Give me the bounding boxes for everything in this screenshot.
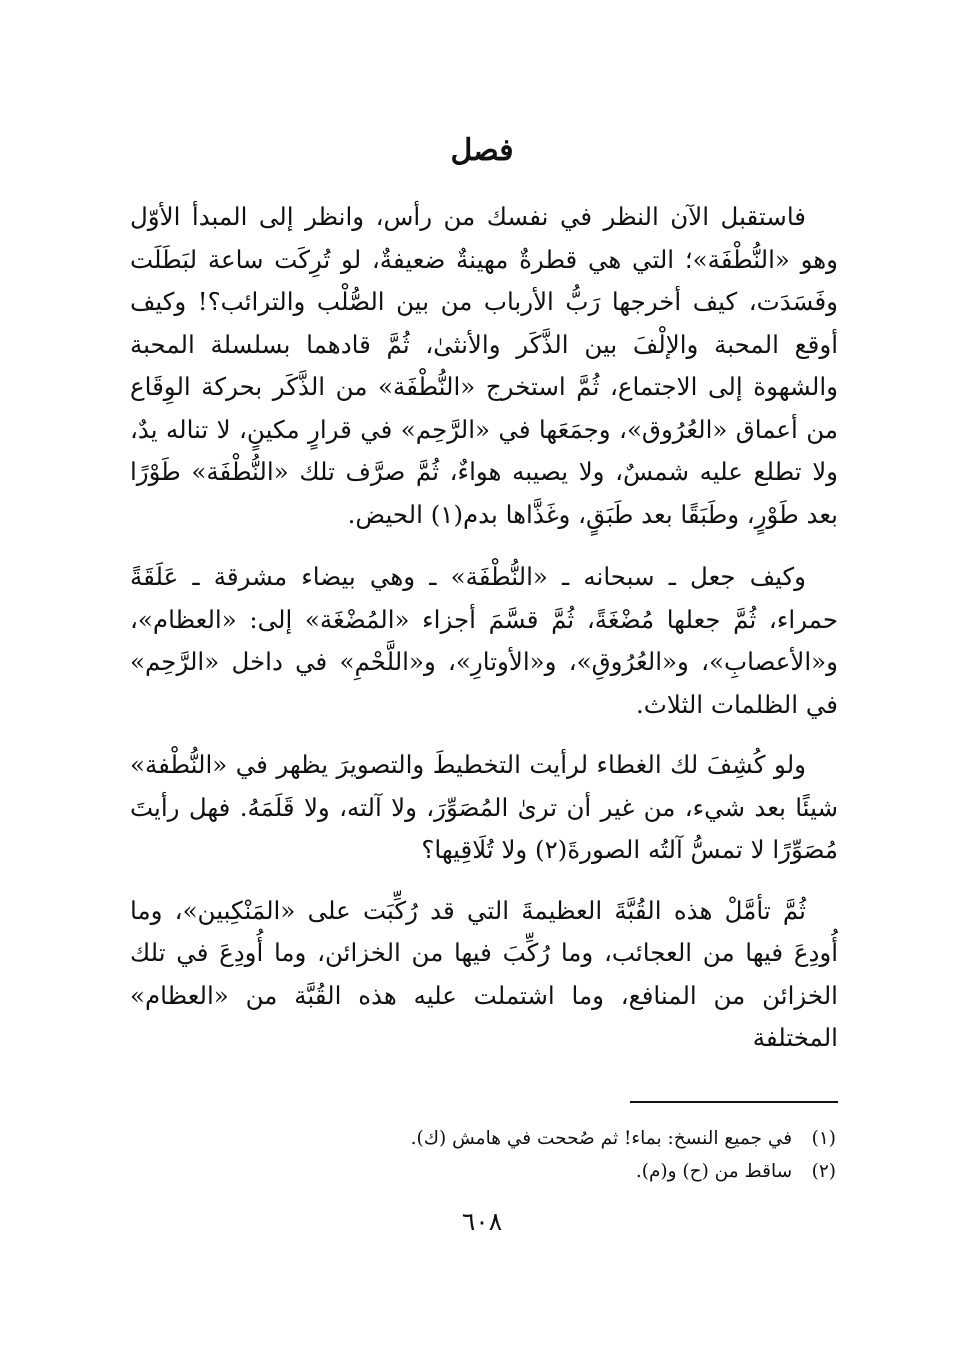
body-text	[130, 196, 838, 1078]
section-title: فصل	[450, 133, 514, 168]
footnote-separator	[630, 1101, 838, 1103]
footnote-number: (١)	[811, 1128, 836, 1149]
footnote-number: (٢)	[811, 1161, 836, 1182]
footnote-2	[130, 1155, 836, 1188]
paragraph-2: وكيف جعل ـ سبحانه ـ «النُّطْفَة» ـ وهي بيضاء مشرقة ـ عَلَقَةً حمراء، ثُمَّ جعلها مُضْغَةً، ثُمَّ قسَّمَ أجزاء «المُضْغَة» إلى: «العظام»، و«الأعصابِ»، و«العُرُوقِ»، و«الأوتارِ»، و«اللَّحْمِ» في داخل «الرَّحِم» في الظلمات الثلاث.	[130, 562, 838, 719]
footnotes	[130, 1122, 836, 1188]
paragraph-1: فاستقبل الآن النظر في نفسك من رأس، وانظر إلى المبدأ الأوّل وهو «النُّطْفَة»؛ التي هي قطرةٌ مهينةٌ ضعيفةٌ، لو تُرِكَت ساعة لبَطَلَت وفَسَدَت، كيف أخرجها رَبُّ الأرباب من بين الصُّلْب والترائب؟! وكيف أوقع المحبة والإلْفَ بين الذَّكَر والأنثىٰ، ثُمَّ قادهما بسلسلة المحبة والشهوة إلى الاجتماع، ثُمَّ استخرج «النُّطْفَة» من الذَّكَر بحركة الوِقَاع من أعماق «العُرُوق»، وجمَعَها في «الرَّحِم» في قرارٍ مكينٍ، لا تناله يدٌ، ولا تطلع عليه شمسٌ، ولا يصيبه هواءٌ، ثُمَّ صرَّف تلك «النُّطْفَة» طَوْرًا بعد طَوْرٍ، وطَبَقًا بعد طَبَقٍ، وغَذَّاها بدم(١) الحيض.	[130, 202, 838, 529]
paragraph-4: ثُمَّ تأمَّلْ هذه القُبَّةَ العظيمةَ التي قد رُكِّبَت على «المَنْكِبين»، وما أُودِعَ فيها من العجائب، وما رُكِّبَ فيها من الخزائن، وما أُودِعَ في تلك الخزائن من المنافع، وما اشتملت عليه هذه القُبَّة من «العظام» المختلفة	[130, 895, 838, 1052]
footnote-text: ساقط من (ح) و(م).	[635, 1161, 793, 1182]
page-number: ٦٠٨	[461, 1207, 503, 1236]
footnote-1	[130, 1122, 836, 1155]
footnote-text: في جميع النسخ: بماء! ثم صُححت في هامش (ك).	[410, 1128, 793, 1149]
paragraph-3: ولو كُشِفَ لك الغطاء لرأيت التخطيطَ والتصويرَ يظهر في «النُّطْفة» شيئًا بعد شيء، من غير أن ترىٰ المُصَوِّرَ، ولا آلته، ولا قَلَمَهُ. فهل رأيتَ مُصَوِّرًا لا تمسُّ آلتُه الصورةَ(٢) ولا تُلَاقِيها؟	[130, 750, 838, 864]
